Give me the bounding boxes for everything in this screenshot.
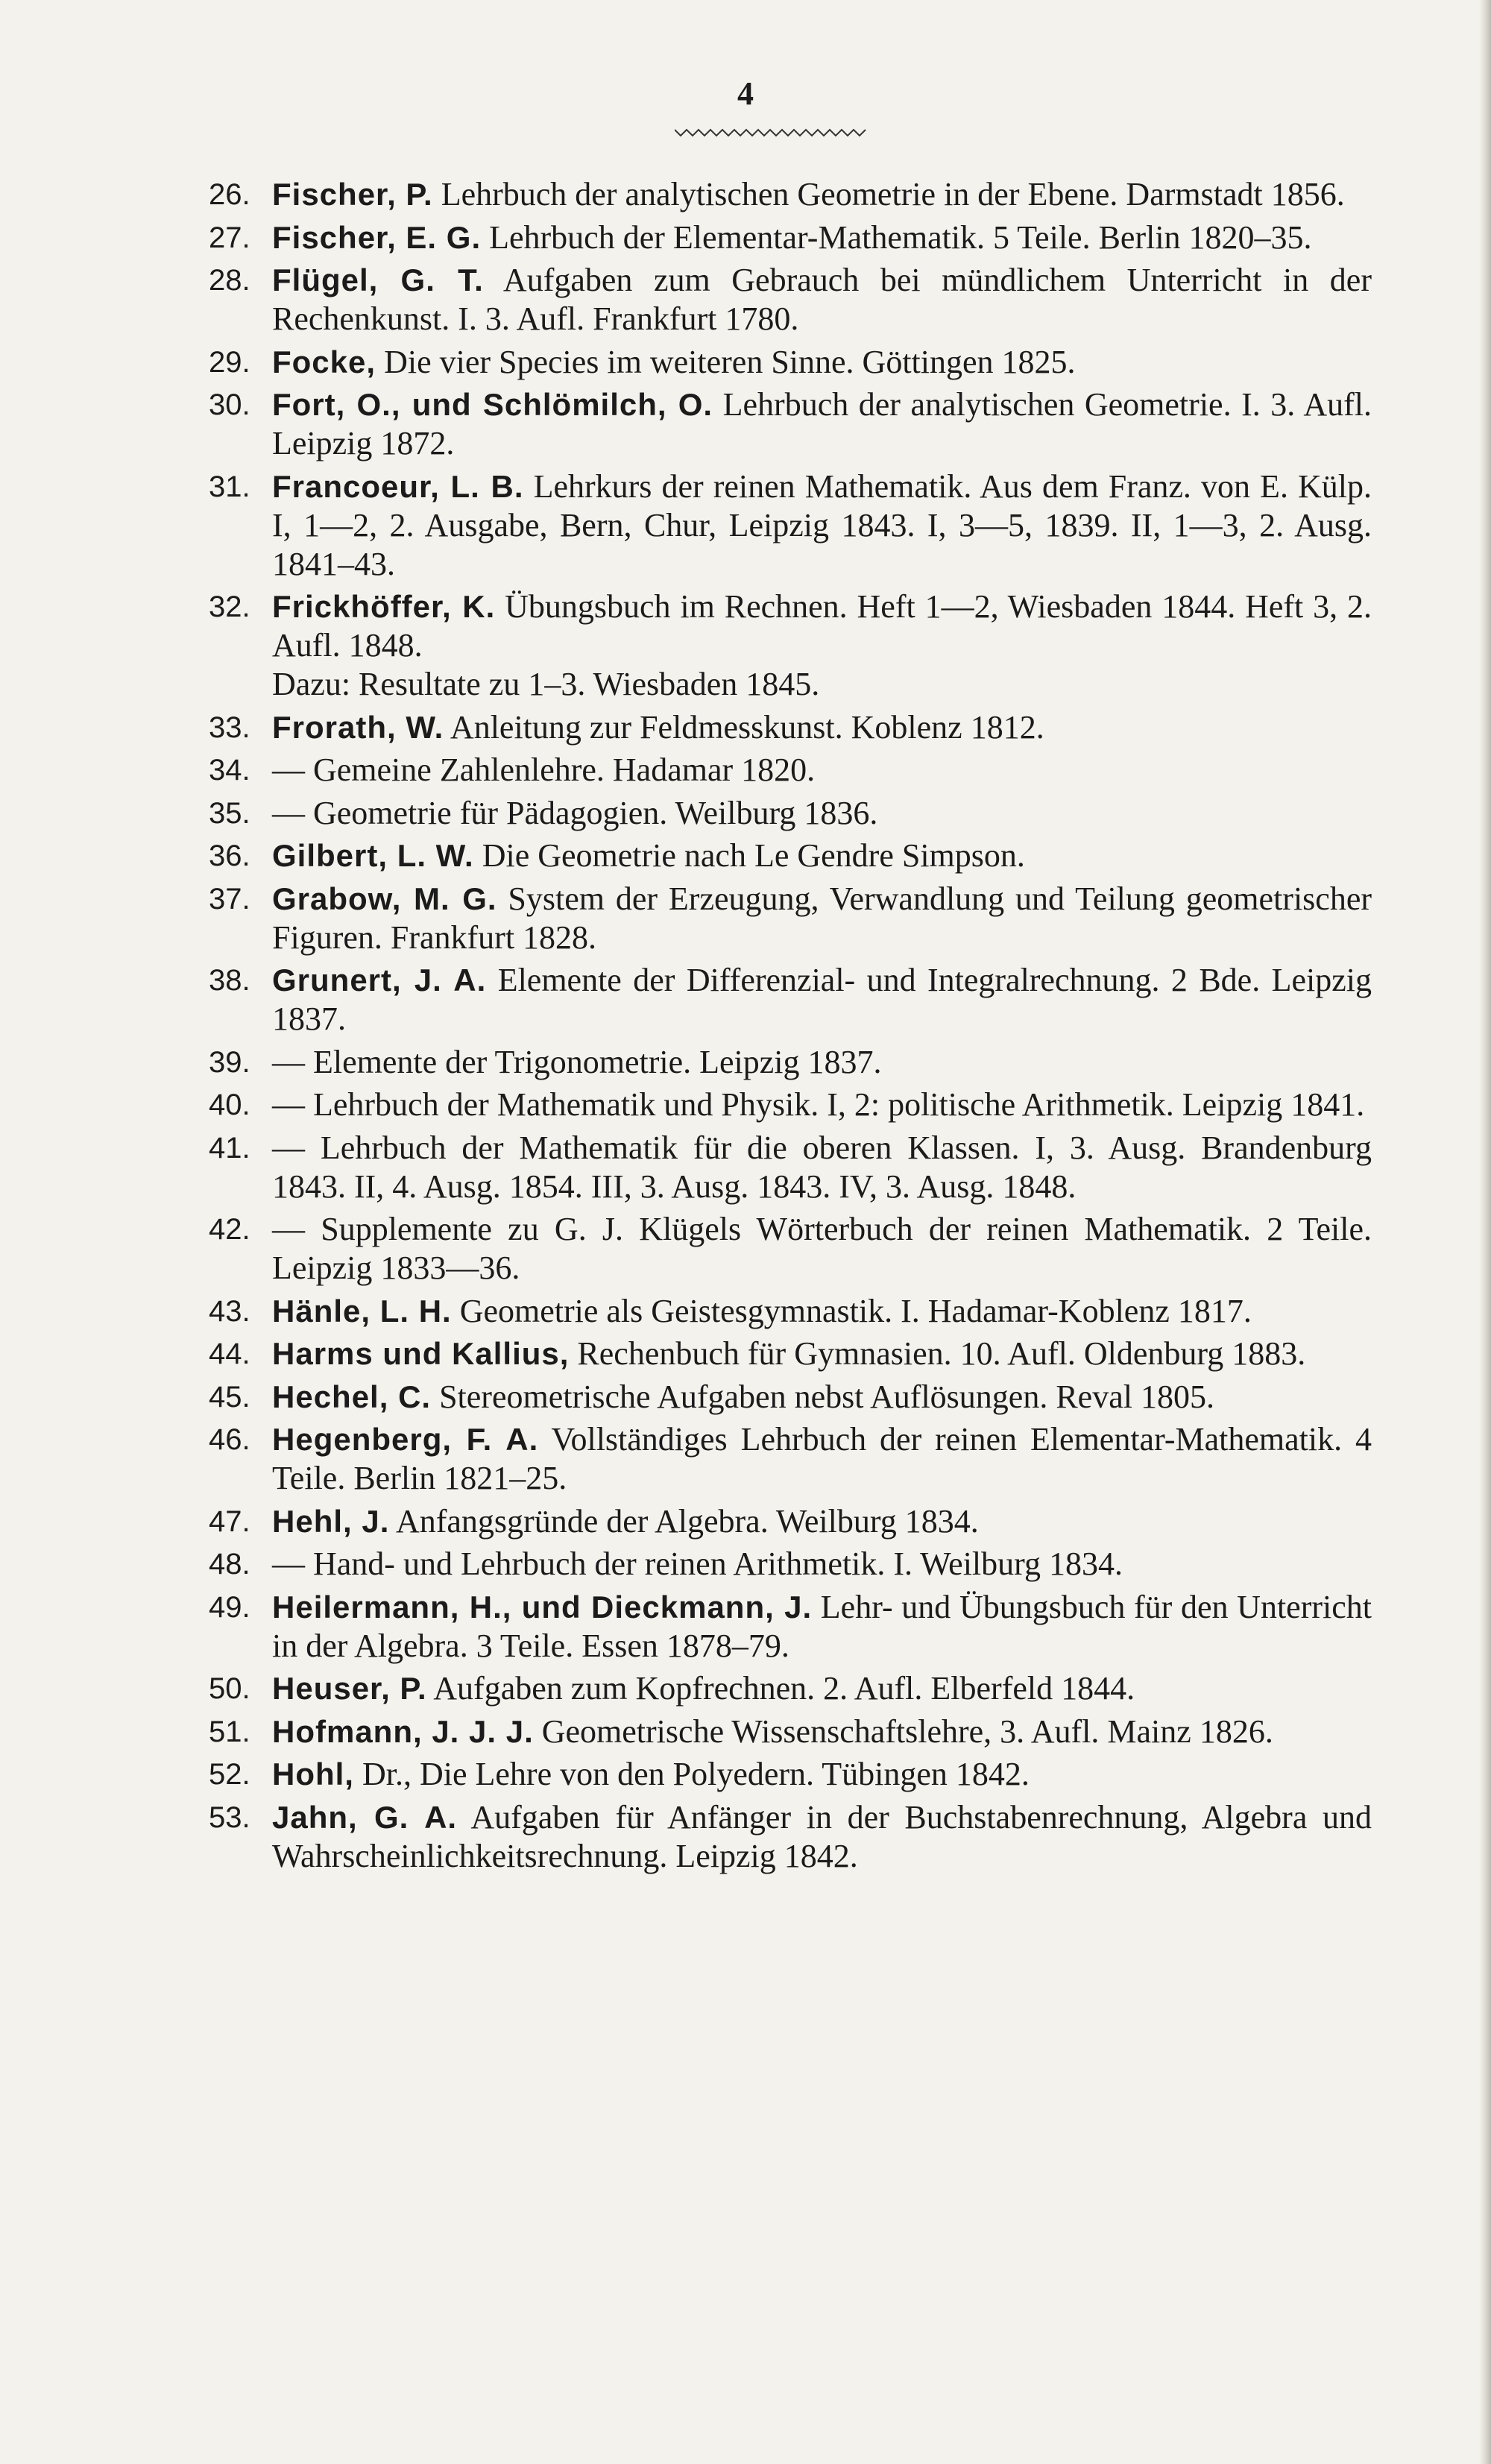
entry-text: Lehr- und Übungsbuch für den Unterricht in der Algebra. 3 Teile. Essen 1878–79. <box>272 1588 1372 1664</box>
entry-number: 32. <box>209 590 250 623</box>
entry-32 <box>209 587 1372 704</box>
entry-36 <box>209 836 1372 875</box>
entry-35 <box>209 794 1372 833</box>
entry-author: Fischer, P. <box>272 177 433 212</box>
entry-text: Dr., Die Lehre von den Polyedern. Tübingen 1842. <box>353 1756 1030 1792</box>
entry-text: — Elemente der Trigonometrie. Leipzig 1837. <box>272 1043 882 1080</box>
entry-number: 27. <box>209 221 250 254</box>
entry-text: — Supplemente zu G. J. Klügels Wörterbuch der reinen Mathematik. 2 Teile. Leipzig 1833—36. <box>272 1211 1372 1286</box>
entry-text: Aufgaben zum Kopfrechnen. 2. Aufl. Elberfeld 1844. <box>426 1670 1135 1707</box>
page-number: 4 <box>737 75 754 112</box>
entry-text: Anfangsgründe der Algebra. Weilburg 1834. <box>389 1502 979 1540</box>
page-edge <box>1479 0 1491 2464</box>
entry-34 <box>209 751 1372 790</box>
entry-text: Elemente der Differenzial- und Integralrechnung. 2 Bde. Leipzig 1837. <box>272 962 1372 1037</box>
entry-number: 52. <box>209 1758 250 1791</box>
entry-52 <box>209 1755 1372 1794</box>
entry-28 <box>209 261 1372 338</box>
entry-number: 26. <box>209 178 250 211</box>
entry-47 <box>209 1502 1372 1541</box>
entry-text: Stereometrische Aufgaben nebst Auflösungen. Reval 1805. <box>431 1378 1214 1415</box>
entry-author: Hofmann, J. J. J. <box>272 1713 534 1749</box>
entry-text: Geometrische Wissenschaftslehre, 3. Aufl. Mainz 1826. <box>533 1712 1273 1750</box>
entry-text: Geometrie als Geistesgymnastik. I. Hadamar-Koblenz 1817. <box>451 1292 1252 1329</box>
entry-text: Aufgaben zum Gebrauch bei mündlichem Unterricht in der Rechenkunst. I. 3. Aufl. Frankfurt 1780. <box>272 262 1372 337</box>
entry-author: Fort, O., und Schlömilch, O. <box>272 387 713 422</box>
entry-29 <box>209 343 1372 382</box>
entry-text: — Gemeine Zahlenlehre. Hadamar 1820. <box>272 752 816 788</box>
entry-number: 30. <box>209 388 250 421</box>
entry-number: 47. <box>209 1504 250 1538</box>
ornament-rule <box>675 127 869 137</box>
entry-number: 36. <box>209 839 250 872</box>
entry-33 <box>209 708 1372 747</box>
entry-45 <box>209 1378 1372 1417</box>
entry-number: 44. <box>209 1337 250 1370</box>
entry-number: 40. <box>209 1088 250 1121</box>
entry-26 <box>209 175 1372 214</box>
entry-text: — Geometrie für Pädagogien. Weilburg 1836. <box>272 794 878 831</box>
entry-38 <box>209 961 1372 1039</box>
entry-44 <box>209 1335 1372 1373</box>
entry-text: Die Geometrie nach Le Gendre Simpson. <box>473 837 1025 874</box>
entry-53 <box>209 1798 1372 1876</box>
entry-author: Grabow, M. G. <box>272 880 497 916</box>
entry-48 <box>209 1545 1372 1584</box>
entry-42 <box>209 1210 1372 1288</box>
entry-author: Hänle, L. H. <box>272 1293 452 1329</box>
entry-author: Focke, <box>272 344 376 379</box>
entry-author: Fischer, E. G. <box>272 219 482 255</box>
entry-note: Dazu: Resultate zu 1–3. Wiesbaden 1845. <box>272 666 820 702</box>
entry-author: Frickhöffer, K. <box>272 589 496 624</box>
entry-31 <box>209 467 1372 584</box>
entry-27 <box>209 218 1372 257</box>
entry-text: Lehrbuch der Elementar-Mathematik. 5 Teile. Berlin 1820–35. <box>481 218 1312 256</box>
entry-author: Heuser, P. <box>272 1671 427 1706</box>
entry-number: 48. <box>209 1548 250 1581</box>
entry-author: Jahn, G. A. <box>272 1799 458 1835</box>
entry-author: Grunert, J. A. <box>272 962 487 998</box>
entry-46 <box>209 1420 1372 1498</box>
entry-number: 31. <box>209 470 250 503</box>
entry-text: — Lehrbuch der Mathematik für die oberen Klassen. I, 3. Ausg. Brandenburg 1843. II, 4. Ausg. 1854. III, 3. Ausg. 1843. IV, 3. Ausg. 1848. <box>272 1129 1372 1205</box>
entry-number: 37. <box>209 882 250 916</box>
entry-number: 33. <box>209 710 250 744</box>
entry-number: 43. <box>209 1294 250 1328</box>
entry-number: 51. <box>209 1715 250 1748</box>
entry-text: Lehrbuch der analytischen Geometrie. I. 3. Aufl. Leipzig 1872. <box>272 386 1372 461</box>
bibliography-list <box>209 175 1372 1879</box>
entry-text: Die vier Species im weiteren Sinne. Göttingen 1825. <box>376 343 1076 380</box>
entry-51 <box>209 1712 1372 1751</box>
entry-author: Flügel, G. T. <box>272 262 484 297</box>
entry-author: Hegenberg, F. A. <box>272 1422 539 1457</box>
entry-author: Gilbert, L. W. <box>272 838 474 873</box>
entry-41 <box>209 1129 1372 1206</box>
entry-author: Hehl, J. <box>272 1503 390 1539</box>
entry-number: 45. <box>209 1380 250 1414</box>
entry-author: Francoeur, L. B. <box>272 468 524 504</box>
entry-author: Heilermann, H., und Dieckmann, J. <box>272 1589 813 1625</box>
entry-author: Frorath, W. <box>272 709 444 745</box>
entry-number: 29. <box>209 345 250 379</box>
entry-number: 35. <box>209 796 250 830</box>
entry-text: Lehrkurs der reinen Mathematik. Aus dem Franz. von E. Külp. I, 1—2, 2. Ausgabe, Bern, Chur, Leipzig 1843. I, 3—5, 1839. II, 1—3, 2. Ausg. 1841–43. <box>272 467 1372 582</box>
entry-37 <box>209 880 1372 957</box>
entry-number: 46. <box>209 1423 250 1456</box>
entry-number: 42. <box>209 1213 250 1246</box>
entry-author: Hohl, <box>272 1756 354 1792</box>
entry-number: 49. <box>209 1590 250 1624</box>
entry-number: 41. <box>209 1131 250 1165</box>
entry-text: Rechenbuch für Gymnasien. 10. Aufl. Oldenburg 1883. <box>569 1335 1306 1372</box>
entry-text: Lehrbuch der analytischen Geometrie in der Ebene. Darmstadt 1856. <box>432 176 1345 212</box>
entry-text: Aufgaben für Anfänger in der Buchstabenrechnung, Algebra und Wahrscheinlichkeitsrechnung. Leipzig 1842. <box>272 1798 1372 1874</box>
entry-author: Harms und Kallius, <box>272 1336 570 1371</box>
entry-49 <box>209 1588 1372 1666</box>
entry-text: Vollständiges Lehrbuch der reinen Elementar-Mathematik. 4 Teile. Berlin 1821–25. <box>272 1421 1372 1496</box>
entry-number: 34. <box>209 754 250 787</box>
entry-text: Anleitung zur Feldmesskunst. Koblenz 1812. <box>444 708 1044 746</box>
entry-50 <box>209 1669 1372 1708</box>
entry-number: 39. <box>209 1045 250 1079</box>
entry-number: 53. <box>209 1800 250 1834</box>
entry-author: Hechel, C. <box>272 1378 432 1414</box>
entry-number: 50. <box>209 1672 250 1705</box>
entry-text: System der Erzeugung, Verwandlung und Teilung geometrischer Figuren. Frankfurt 1828. <box>272 880 1372 956</box>
entry-text: — Hand- und Lehrbuch der reinen Arithmetik. I. Weilburg 1834. <box>272 1545 1123 1582</box>
entry-number: 38. <box>209 964 250 997</box>
entry-40 <box>209 1086 1372 1124</box>
entry-number: 28. <box>209 264 250 297</box>
entry-text: — Lehrbuch der Mathematik und Physik. I, 2: politische Arithmetik. Leipzig 1841. <box>272 1086 1365 1123</box>
entry-text: Übungsbuch im Rechnen. Heft 1—2, Wiesbaden 1844. Heft 3, 2. Aufl. 1848. <box>272 588 1372 664</box>
entry-39 <box>209 1043 1372 1082</box>
entry-30 <box>209 385 1372 463</box>
entry-43 <box>209 1292 1372 1331</box>
